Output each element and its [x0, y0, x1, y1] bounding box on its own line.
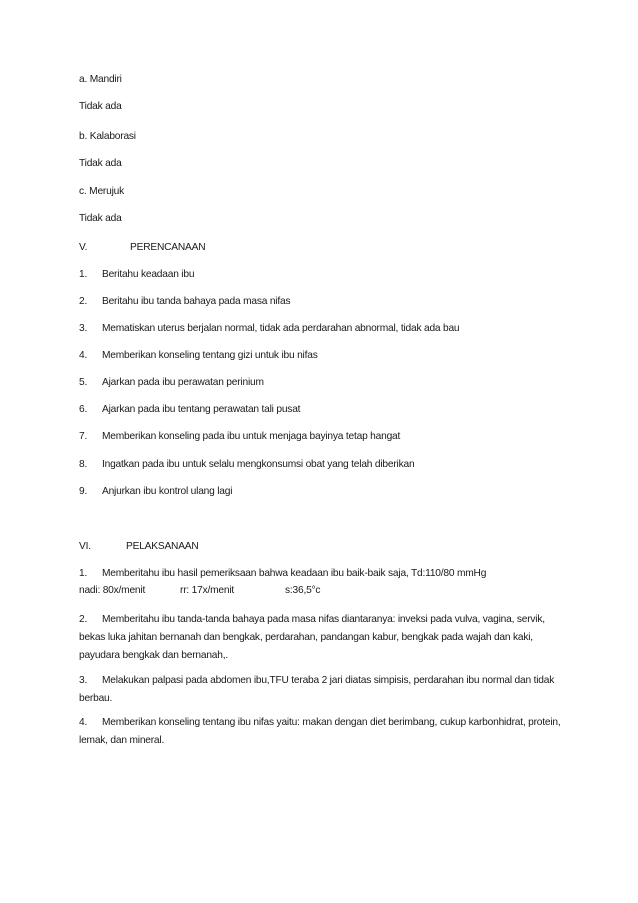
mandiri-value: Tidak ada — [79, 101, 122, 112]
mandiri-label: a. Mandiri — [79, 74, 122, 85]
pelaksanaan-item-num: 1. — [79, 568, 88, 579]
vital-rr: rr: 17x/menit — [180, 585, 235, 596]
pelaksanaan-item-num: 3. — [79, 675, 88, 686]
pelaksanaan-item — [79, 714, 565, 750]
pelaksanaan-item-text: Memberitahu ibu tanda-tanda bahaya pada masa nifas diantaranya: inveksi pada vulva, vagina, servik, bekas luka jahitan bernanah dan bengkak, perdarahan, pandangan kabur, bengkak pada wajah dan kaki, payudara bengkak dan bernanah,. — [79, 614, 545, 661]
perencanaan-item-text: Ajarkan pada ibu tentang perawatan tali pusat — [102, 404, 301, 415]
perencanaan-item-num: 1. — [79, 269, 88, 280]
perencanaan-item-num: 3. — [79, 323, 88, 334]
pelaksanaan-item-text: Memberikan konseling tentang ibu nifas yaitu: makan dengan diet berimbang, cukup karbonhidrat, protein, lemak, dan mineral. — [79, 717, 561, 746]
pelaksanaan-item-text: Memberitahu ibu hasil pemeriksaan bahwa keadaan ibu baik-baik saja, Td:110/80 mmHg — [102, 568, 487, 579]
perencanaan-item-num: 9. — [79, 486, 88, 497]
vital-suhu: s:36,5°c — [285, 585, 321, 596]
pelaksanaan-item — [79, 672, 565, 708]
perencanaan-item-num: 2. — [79, 296, 88, 307]
perencanaan-item-text: Ingatkan pada ibu untuk selalu mengkonsumsi obat yang telah diberikan — [102, 459, 415, 470]
perencanaan-item-num: 8. — [79, 459, 88, 470]
perencanaan-item-num: 7. — [79, 431, 88, 442]
perencanaan-item-text: Mematiskan uterus berjalan normal, tidak ada perdarahan abnormal, tidak ada bau — [102, 323, 460, 334]
pelaksanaan-item-num: 2. — [79, 614, 88, 625]
perencanaan-item-num: 6. — [79, 404, 88, 415]
perencanaan-item-text: Ajarkan pada ibu perawatan perinium — [102, 377, 264, 388]
pelaksanaan-item-num: 4. — [79, 717, 88, 728]
kolaborasi-value: Tidak ada — [79, 158, 122, 169]
perencanaan-numeral: V. — [79, 242, 88, 253]
perencanaan-item-num: 5. — [79, 377, 88, 388]
perencanaan-item-text: Beritahu keadaan ibu — [102, 269, 195, 280]
pelaksanaan-title: PELAKSANAAN — [126, 541, 199, 552]
merujuk-value: Tidak ada — [79, 213, 122, 224]
perencanaan-item-text: Beritahu ibu tanda bahaya pada masa nifas — [102, 296, 291, 307]
perencanaan-title: PERENCANAAN — [130, 242, 206, 253]
perencanaan-item-num: 4. — [79, 350, 88, 361]
pelaksanaan-item-text: Melakukan palpasi pada abdomen ibu,TFU teraba 2 jari diatas simpisis, perdarahan ibu normal dan tidak berbau. — [79, 675, 555, 704]
kolaborasi-label: b. Kalaborasi — [79, 131, 136, 142]
perencanaan-item-text: Memberikan konseling pada ibu untuk menjaga bayinya tetap hangat — [102, 431, 401, 442]
vital-nadi: nadi: 80x/menit — [79, 585, 146, 596]
pelaksanaan-numeral: VI. — [79, 541, 91, 552]
perencanaan-item-text: Anjurkan ibu kontrol ulang lagi — [102, 486, 233, 497]
pelaksanaan-item — [79, 611, 565, 665]
merujuk-label: c. Merujuk — [79, 186, 124, 197]
perencanaan-item-text: Memberikan konseling tentang gizi untuk ibu nifas — [102, 350, 318, 361]
